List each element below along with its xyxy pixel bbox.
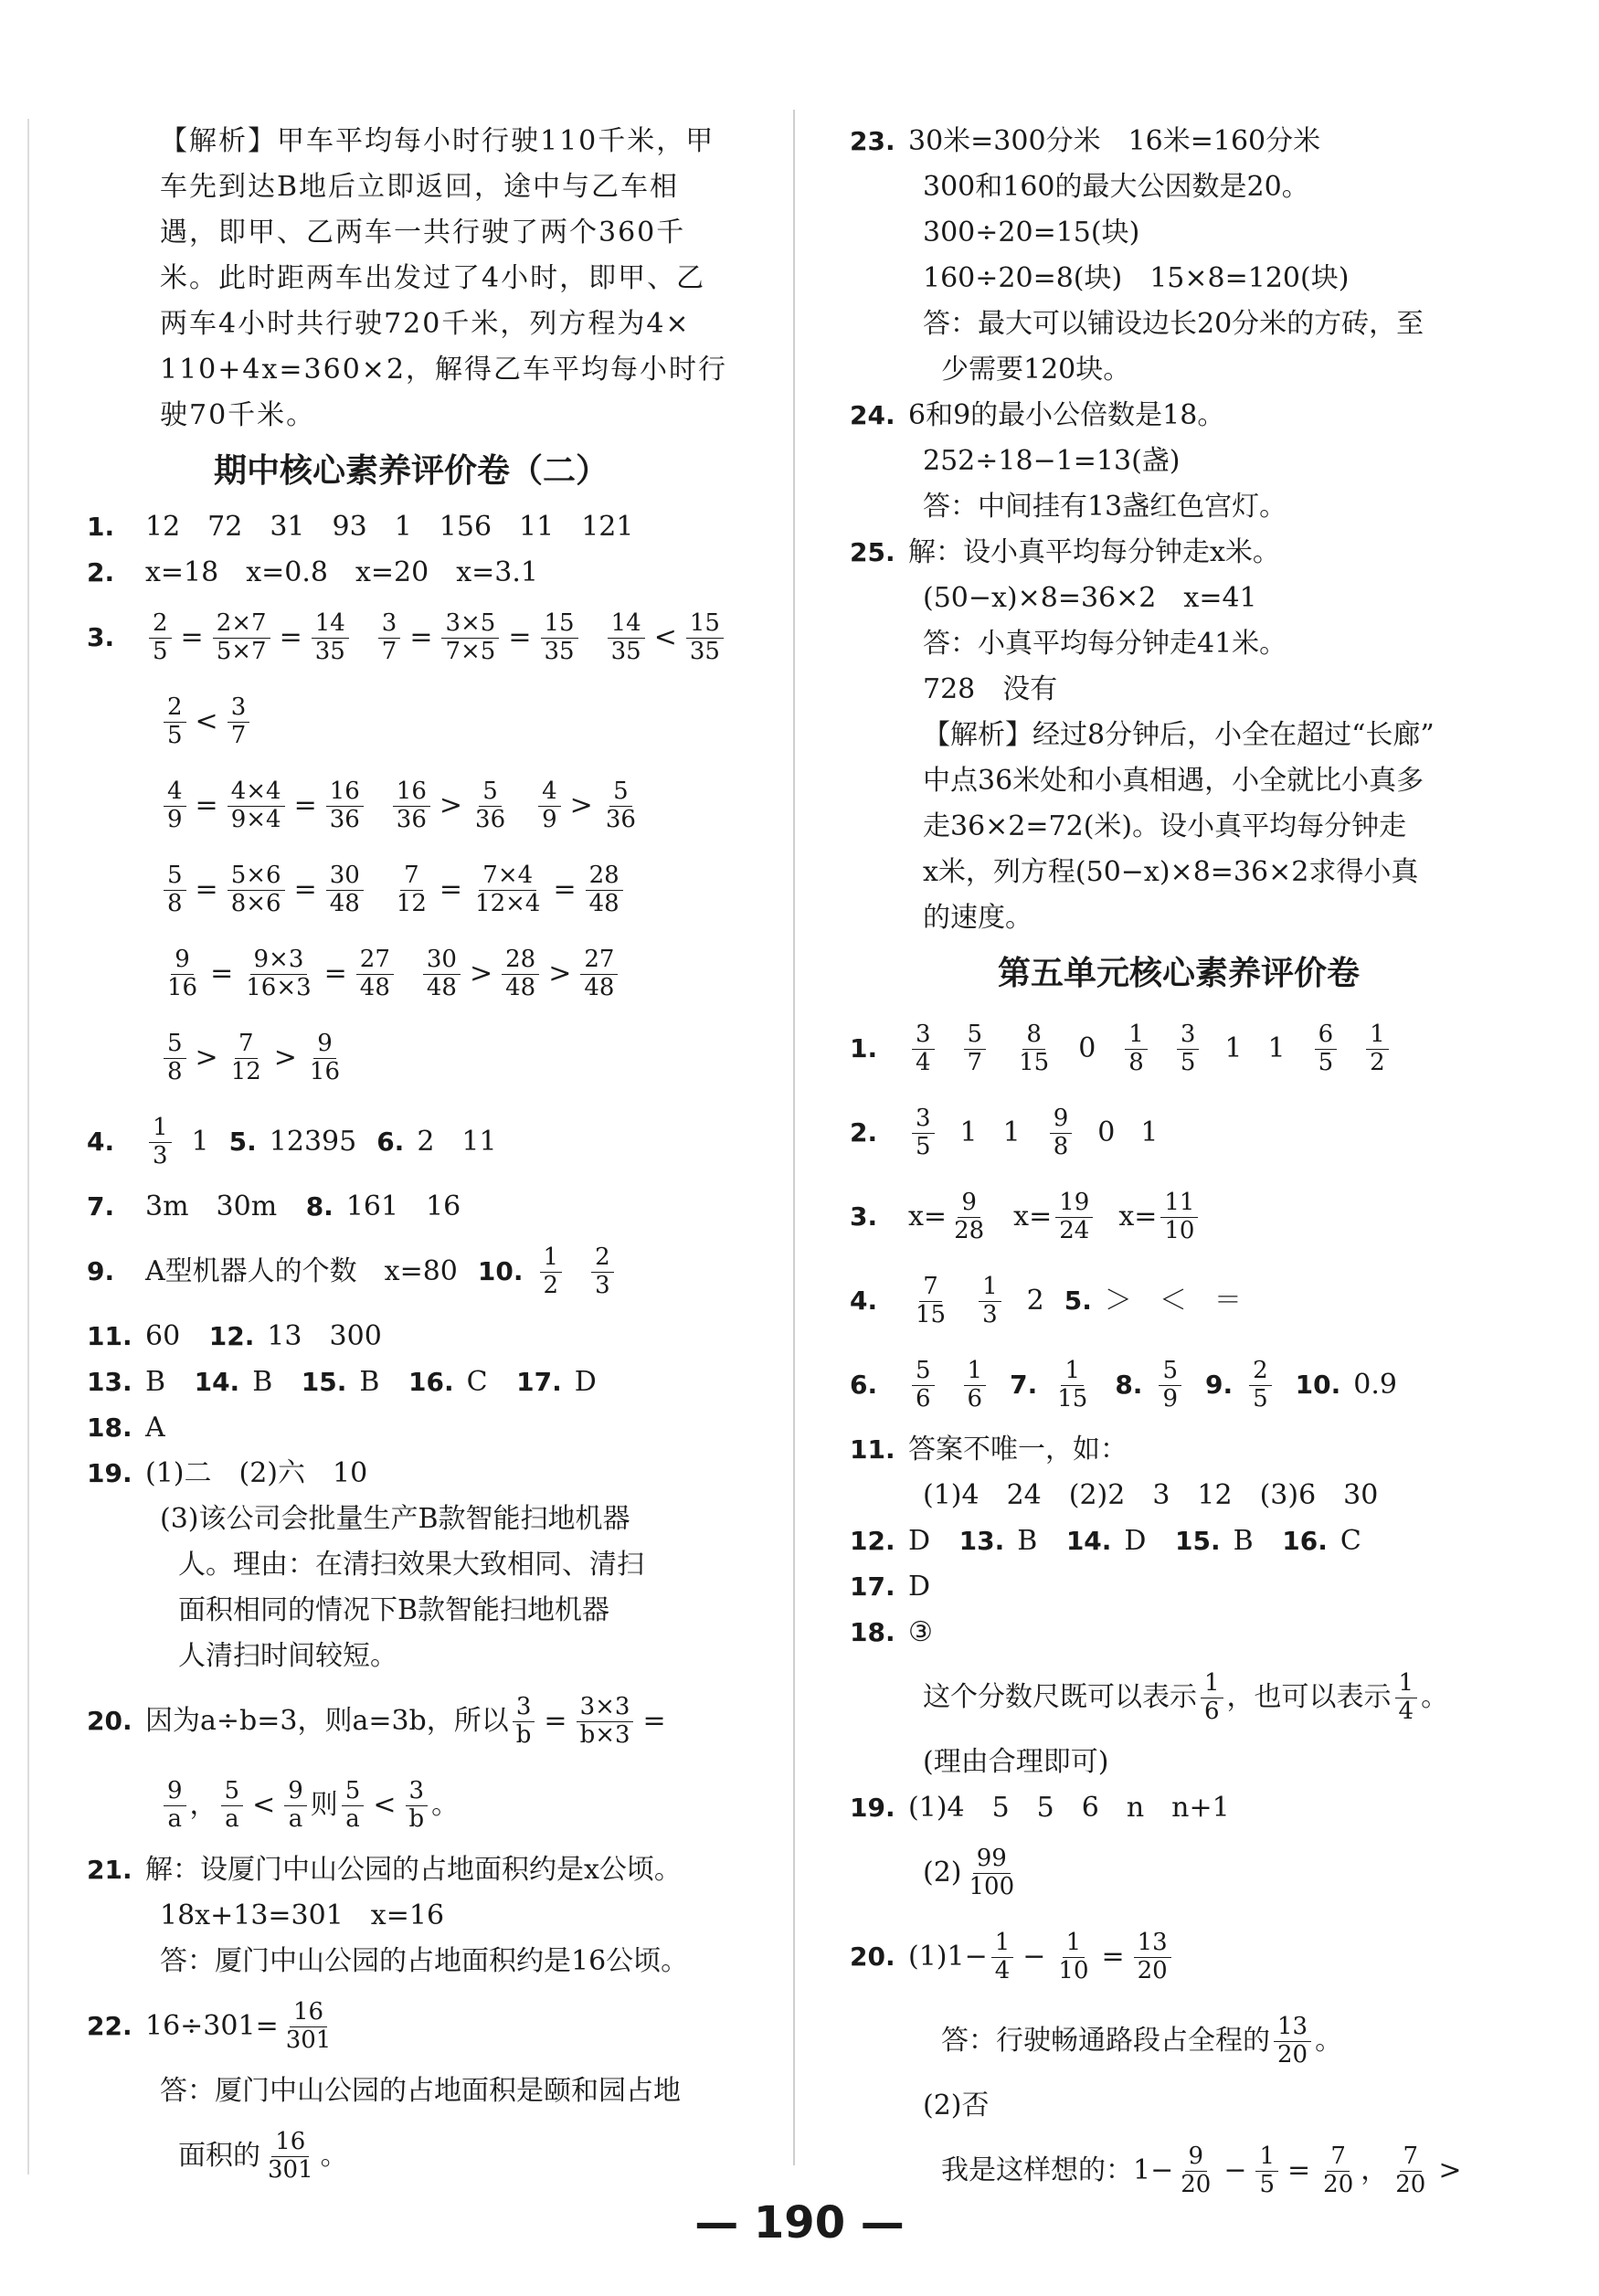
analysis-line: 走36×2=72(米)。设小真平均每分钟走 [923, 810, 1407, 842]
answer-23-line: 300和160的最大公因数是20。 [923, 171, 1309, 203]
answer-3-line: $\frac{5}{8}$ > $\frac{7}{12}$ > $\frac{9}{16}$ [87, 1016, 736, 1100]
answer-11-12: 11. 60 12. 13 300 [87, 1320, 382, 1352]
unit5-answer-11-line: (1)4 24 (2)2 3 12 (3)6 30 [923, 1479, 1379, 1511]
answer-25: 25. 解：设小真平均每分钟走x米。 [850, 536, 1280, 568]
unit5-answer-3: 3. x= $\frac{9}{28}$ x= $\frac{19}{24}$ x= $\frac{11}{10}$ [850, 1175, 1508, 1259]
answer-19-line: 人。理由：在清扫效果大致相同、清扫 [178, 1549, 644, 1581]
analysis-line: 【解析】经过8分钟后，小全在超过“长廊” [923, 719, 1435, 751]
answer-18: 18. A [87, 1412, 165, 1444]
left-column [87, 119, 736, 2198]
analysis-line: 【解析】甲车平均每小时行驶110千米，甲 [160, 125, 715, 157]
answer-19-line: 面积相同的情况下B款智能扫地机器 [178, 1594, 610, 1626]
answer-23-line: 160÷20=8(块) 15×8=120(块) [923, 262, 1350, 294]
answer-22-line: 答：厦门中山公园的占地面积是颐和园占地 [160, 2075, 681, 2107]
answer-25-line: (50−x)×8=36×2 x=41 [923, 582, 1257, 614]
unit5-answer-20: 20. (1)1− $\frac{1}{4}$ − $\frac{1}{10}$ = $\frac{13}{20}$ [850, 1915, 1508, 1999]
unit5-answer-19-line: (2) $\frac{99}{100}$ [923, 1845, 1015, 1900]
answer-13-17: 13. B 14. B 15. B 16. C 17. D [87, 1366, 597, 1398]
answer-7-8: 7. 3m 30m 8. 161 16 [87, 1190, 461, 1222]
answer-19-line: 人清扫时间较短。 [178, 1640, 397, 1672]
analysis-line: 车先到达B地后立即返回，途中与乙车相 [160, 171, 680, 203]
analysis-line: 中点36米处和小真相遇，小全就比小真多 [923, 765, 1424, 797]
analysis-line: 驶70千米。 [160, 399, 316, 431]
unit5-answer-11: 11. 答案不唯一，如： [850, 1434, 1128, 1465]
page-number: — 190 — [694, 2197, 905, 2248]
analysis-line: 110+4x=360×2，解得乙车平均每小时行 [160, 354, 728, 386]
section-title: 期中核心素养评价卷（二） [213, 452, 609, 490]
answer-23-line: 少需要120块。 [941, 354, 1131, 386]
answer-20-line: $\frac{9}{a}$ ， $\frac{5}{a}$ < $\frac{9}{a}$ 则 $\frac{5}{a}$ < $\frac{3}{b}$ 。 [87, 1763, 736, 1847]
unit5-answer-18-line: 这个分数尺既可以表示 $\frac{1}{6}$ ，也可以表示 $\frac{1}{4}$ 。 [923, 1669, 1449, 1725]
answer-23: 23. 30米=300分米 16米=160分米 [850, 125, 1321, 157]
column-divider [793, 110, 795, 2165]
answer-3-line: $\frac{9}{16}$ = $\frac{9\times 3}{16\times 3}$ = $\frac{27}{48}$ $\frac{30}{48}$ > $\frac{28}{48}$ > $\frac{27}{48}$ [87, 932, 736, 1016]
answer-21: 21. 解：设厦门中山公园的占地面积约是x公顷。 [87, 1854, 682, 1886]
answer-24-line: 252÷18−1=13(盏) [923, 445, 1181, 477]
analysis-block [87, 119, 736, 439]
analysis-line: 的速度。 [923, 902, 1032, 934]
answer-21-line: 18x+13=301 x=16 [160, 1899, 445, 1931]
unit5-answer-20-line: 答：行驶畅通路段占全程的 $\frac{13}{20}$ 。 [941, 2013, 1343, 2069]
analysis-line: 米。此时距两车出发过了4小时，即甲、乙 [160, 262, 706, 294]
answer-20: 20. 因为a÷b=3，则a=3b，所以 $\frac{3}{b}$ = $\frac{3\times 3}{b\times 3}$ = [87, 1693, 666, 1749]
answer-4-6: 4. $\frac{1}{3}$ 1 5. 12395 6. 2 11 [87, 1114, 497, 1169]
analysis-line: 两车4小时共行驶720千米，列方程为4× [160, 308, 691, 340]
analysis-line: 遇，即甲、乙两车一共行驶了两个360千 [160, 217, 686, 249]
answer-22: 22. 16÷301= $\frac{16}{301}$ [87, 1998, 332, 2054]
unit5-answer-4-5: 4. $\frac{7}{15}$ $\frac{1}{3}$ 2 5. ＞ ＜ ＝ [850, 1273, 1242, 1328]
answer-1: 1. 12 72 31 93 1 156 11 121 [87, 511, 634, 543]
answer-24-line: 答：中间挂有13盏红色宫灯。 [923, 491, 1287, 523]
left-margin-rule [27, 119, 29, 2174]
answer-25-line: 728 没有 [923, 673, 1058, 705]
answer-3-line: $\frac{2}{5}$ < $\frac{3}{7}$ [87, 680, 736, 764]
section-title: 第五单元核心素养评价卷 [997, 955, 1360, 992]
answer-3-line: $\frac{4}{9}$ = $\frac{4\times 4}{9\times 4}$ = $\frac{16}{36}$ $\frac{16}{36}$ > $\frac{5}{36}$ $\frac{4}{9}$ > $\frac{5}{36}$ [87, 764, 736, 848]
answer-23-line: 答：最大可以铺设边长20分米的方砖，至 [923, 308, 1424, 340]
right-column [850, 119, 1508, 2213]
answer-2: 2. x=18 x=0.8 x=20 x=3.1 [87, 556, 538, 588]
answer-19-line: (3)该公司会批量生产B款智能扫地机器 [160, 1503, 630, 1535]
unit5-answer-17: 17. D [850, 1571, 931, 1603]
unit5-answer-20-line: (2)否 [923, 2090, 990, 2121]
answer-23-line: 300÷20=15(块) [923, 217, 1140, 249]
unit5-answer-1: 1. $\frac{3}{4}$ $\frac{5}{7}$ $\frac{8}{15}$ 0 $\frac{1}{8}$ $\frac{3}{5}$ 1 1 $\frac{6}{5}$ $\frac{1}{2}$ [850, 1007, 1508, 1091]
answer-9-10: 9. A型机器人的个数 x=80 10. $\frac{1}{2}$ $\frac{2}{3}$ [87, 1230, 736, 1314]
unit5-answer-12-16: 12. D 13. B 14. D 15. B 16. C [850, 1525, 1361, 1557]
answer-25-line: 答：小真平均每分钟走41米。 [923, 628, 1287, 660]
answer-3: 3. $\frac{2}{5}$ = $\frac{2\times 7}{5\times 7}$ = $\frac{14}{35}$ $\frac{3}{7}$ = $\frac{3\times 5}{7\times 5}$ = $\frac{15}{35}$ $\frac{14}{35}$ < $\frac{15}{35}$ [87, 596, 736, 680]
unit5-answer-20-line: 我是这样想的：1− $\frac{9}{20}$ − $\frac{1}{5}$ = $\frac{7}{20}$ ， $\frac{7}{20}$ > [941, 2143, 1462, 2198]
unit5-answer-18-line: (理由合理即可) [923, 1746, 1109, 1778]
answer-22-line: 面积的 $\frac{16}{301}$ 。 [178, 2128, 348, 2184]
unit5-answer-2: 2. $\frac{3}{5}$ 1 1 $\frac{9}{8}$ 0 1 [850, 1105, 1159, 1160]
unit5-answer-6-10: 6. $\frac{5}{6}$ $\frac{1}{6}$ 7. $\frac{1}{15}$ 8. $\frac{5}{9}$ 9. $\frac{2}{5}$ 10. 0.9 [850, 1357, 1397, 1413]
analysis-line: x米，列方程(50−x)×8=36×2求得小真 [923, 856, 1419, 888]
answer-21-line: 答：厦门中山公园的占地面积约是16公顷。 [160, 1945, 689, 1977]
unit5-answer-18: 18. ③ [850, 1616, 933, 1648]
answer-3-line: $\frac{5}{8}$ = $\frac{5\times 6}{8\times 6}$ = $\frac{30}{48}$ $\frac{7}{12}$ = $\frac{7\times 4}{12\times 4}$ = $\frac{28}{48}$ [87, 848, 736, 932]
answer-19: 19. (1)二 (2)六 10 [87, 1457, 368, 1489]
answer-24: 24. 6和9的最小公倍数是18。 [850, 399, 1225, 431]
unit5-answer-19: 19. (1)4 5 5 6 n n+1 [850, 1792, 1230, 1824]
